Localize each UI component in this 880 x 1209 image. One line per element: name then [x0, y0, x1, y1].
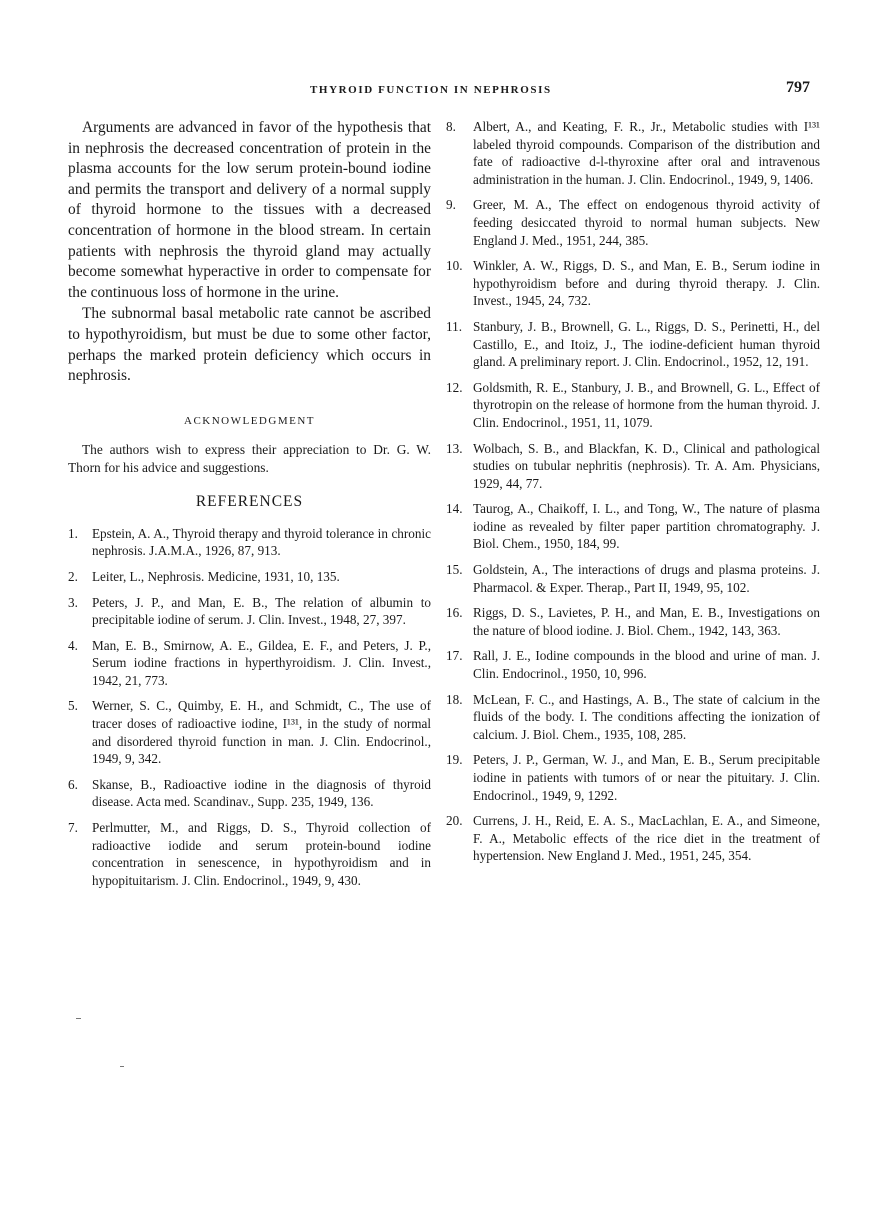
reference-text: Rall, J. E., Iodine compounds in the blood and urine of man. J. Clin. Endocrinol., 1950, 10, 996. — [473, 648, 820, 682]
reference-number: 16. — [446, 605, 463, 621]
reference-number: 12. — [446, 379, 463, 395]
reference-text: Man, E. B., Smirnow, A. E., Gildea, E. F., and Peters, J. P., Serum iodine fractions in hyperthyroidism. J. Clin. Invest., 1942, 21, 773. — [92, 637, 431, 688]
left-column — [68, 118, 431, 897]
reference-item — [68, 637, 431, 690]
reference-number: 2. — [68, 568, 78, 584]
reference-text: Peters, J. P., German, W. J., and Man, E. B., Serum precipitable iodine in patients with tumors of or near the pituitary. J. Clin. Endocrinol., 1949, 9, 1292. — [473, 752, 820, 803]
reference-item — [446, 812, 820, 865]
reference-number: 15. — [446, 562, 463, 578]
scan-mark — [120, 1066, 124, 1067]
reference-number: 6. — [68, 776, 78, 792]
reference-number: 8. — [446, 119, 456, 134]
reference-item — [446, 604, 820, 639]
reference-number: 3. — [68, 594, 78, 610]
reference-text: Skanse, B., Radioactive iodine in the diagnosis of thyroid disease. Acta med. Scandinav., Supp. 235, 1949, 136. — [92, 776, 431, 810]
reference-text: Winkler, A. W., Riggs, D. S., and Man, E. B., Serum iodine in hypothyroidism before and during thyroid therapy. J. Clin. Invest., 1945, 24, 732. — [473, 258, 820, 309]
reference-item — [446, 318, 820, 371]
page-number: 797 — [786, 79, 810, 96]
reference-item — [446, 440, 820, 493]
running-head: THYROID FUNCTION IN NEPHROSIS — [310, 84, 552, 96]
reference-number: 4. — [68, 637, 78, 653]
reference-item — [68, 594, 431, 629]
acknowledgment-text: The authors wish to express their appreciation to Dr. G. W. Thorn for his advice and suggestions. — [68, 441, 431, 475]
reference-item — [68, 568, 431, 586]
reference-item — [446, 647, 820, 682]
reference-text: Greer, M. A., The effect on endogenous thyroid activity of feeding desiccated thyroid to normal human subjects. New England J. Med., 1951, 244, 385. — [473, 197, 820, 248]
reference-item — [446, 118, 820, 188]
reference-item — [68, 819, 431, 889]
reference-item — [68, 525, 431, 560]
reference-text: Wolbach, S. B., and Blackfan, K. D., Clinical and pathological studies on tubular nephritis (nephrosis). Tr. A. Am. Physicians, 1929, 44, 77. — [473, 440, 820, 491]
reference-number: 17. — [446, 648, 463, 664]
reference-item — [446, 561, 820, 596]
reference-text: Taurog, A., Chaikoff, I. L., and Tong, W., The nature of plasma iodine as revealed by filter paper partition chromatography. J. Biol. Chem., 1950, 184, 99. — [473, 501, 820, 552]
reference-text: Goldstein, A., The interactions of drugs and plasma proteins. J. Pharmacol. & Exper. Therap., Part II, 1949, 95, 102. — [473, 562, 820, 595]
reference-text: Albert, A., and Keating, F. R., Jr., Metabolic studies with I¹³¹ labeled thyroid compounds. Comparison of the distribution and fate of radioactive d-l-thyroxine after oral and intravenous administration in the human. J. Clin. Endocrinol., 1949, 9, 1406. — [473, 119, 820, 187]
reference-number: 5. — [68, 698, 78, 714]
references-heading: REFERENCES — [195, 492, 304, 510]
body-paragraph: Arguments are advanced in favor of the hypothesis that in nephrosis the decreased concentration of protein in the plasma accounts for the low serum protein-bound iodine and permits the transport and delivery of a normal supply of thyroid hormone to the tissues with a decreased concentration of hormone in the blood stream. In certain patients with nephrosis the thyroid gland may actually become somewhat hyperactive in order to compensate for the continuous loss of hormone in the urine. — [68, 119, 431, 301]
reference-text: Epstein, A. A., Thyroid therapy and thyroid tolerance in chronic nephrosis. J.A.M.A., 1926, 87, 913. — [92, 525, 431, 559]
reference-item — [68, 697, 431, 767]
reference-number: 1. — [68, 525, 78, 541]
reference-number: 18. — [446, 691, 463, 707]
reference-item — [446, 196, 820, 249]
reference-item — [446, 500, 820, 553]
reference-text: Riggs, D. S., Lavietes, P. H., and Man, E. B., Investigations on the nature of blood iodine. J. Biol. Chem., 1942, 143, 363. — [473, 605, 820, 638]
reference-number: 14. — [446, 501, 463, 517]
reference-number: 7. — [68, 820, 78, 836]
acknowledgment-heading: ACKNOWLEDGMENT — [184, 414, 315, 427]
reference-item — [446, 257, 820, 310]
reference-text: Werner, S. C., Quimby, E. H., and Schmidt, C., The use of tracer doses of radioactive iodine, I¹³¹, in the study of normal and disordered thyroid function in man. J. Clin. Endocrinol., 1949, 9, 342. — [92, 698, 431, 767]
reference-number: 11. — [446, 318, 462, 334]
reference-number: 13. — [446, 440, 463, 456]
body-paragraph: The subnormal basal metabolic rate cannot be ascribed to hypothyroidism, but must be due to some other factor, perhaps the marked protein deficiency which occurs in nephrosis. — [68, 305, 431, 385]
reference-text: Leiter, L., Nephrosis. Medicine, 1931, 10, 135. — [92, 568, 340, 584]
reference-item — [446, 751, 820, 804]
reference-text: Currens, J. H., Reid, E. A. S., MacLachlan, E. A., and Simeone, F. A., Metabolic effects of the rice diet in the treatment of hypertension. New England J. Med., 1951, 245, 354. — [473, 813, 820, 864]
reference-item — [446, 691, 820, 744]
reference-number: 20. — [446, 813, 463, 829]
right-column — [446, 118, 820, 873]
reference-item — [68, 776, 431, 811]
reference-text: Perlmutter, M., and Riggs, D. S., Thyroid collection of radioactive iodide and serum protein-bound iodine concentration in senescence, in hypothyroidism and in hypopituitarism. J. Clin. Endocrinol., 1949, 9, 430. — [92, 820, 431, 888]
reference-number: 10. — [446, 258, 463, 274]
reference-item — [446, 379, 820, 432]
reference-text: Goldsmith, R. E., Stanbury, J. B., and Brownell, G. L., Effect of thyrotropin on the release of hormone from the human thyroid. J. Clin. Endocrinol., 1951, 11, 1079. — [473, 379, 820, 430]
reference-text: Peters, J. P., and Man, E. B., The relation of albumin to precipitable iodine of serum. J. Clin. Invest., 1948, 27, 397. — [92, 594, 431, 628]
reference-text: McLean, F. C., and Hastings, A. B., The state of calcium in the fluids of the body. I. The conditions affecting the ionization of calcium. J. Biol. Chem., 1935, 108, 285. — [473, 691, 820, 742]
reference-text: Stanbury, J. B., Brownell, G. L., Riggs, D. S., Perinetti, H., del Castillo, E., and Itoiz, J., The iodine-deficient human thyroid gland. A preliminary report. J. Clin. Endocrinol., 1952, 12, 191. — [473, 318, 820, 370]
scan-mark — [76, 1018, 81, 1019]
reference-number: 9. — [446, 197, 456, 213]
reference-number: 19. — [446, 752, 463, 768]
